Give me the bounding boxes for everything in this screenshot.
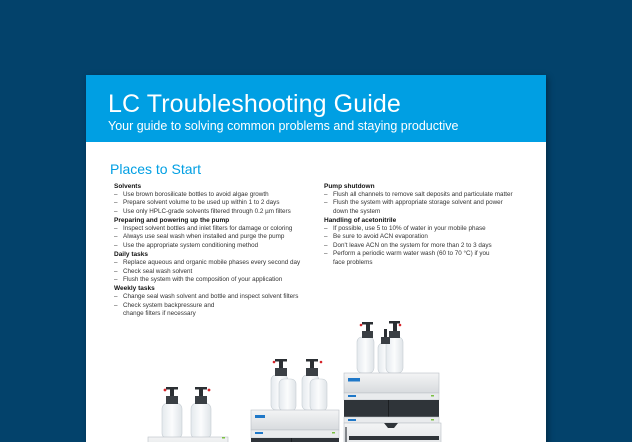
list-item: – Use only HPLC-grade solvents filtered through 0.2 µm filters <box>114 208 324 216</box>
left-column <box>114 182 324 319</box>
guide-page <box>86 75 546 442</box>
list-item: – Change seal wash solvent and bottle and inspect solvent filters <box>114 293 324 301</box>
section-title: Places to Start <box>110 161 202 177</box>
right-column <box>324 182 524 267</box>
list-item: – Don't leave ACN on the system for more than 2 to 3 days <box>324 242 524 250</box>
group-heading: Daily tasks <box>114 250 148 258</box>
list-item: – Flush the system with the composition of your application <box>114 276 324 284</box>
group-pump-startup <box>114 217 324 251</box>
guide-subtitle: Your guide to solving common problems and staying productive <box>108 119 459 133</box>
group-daily-tasks <box>114 251 324 285</box>
list-item: – Replace aqueous and organic mobile phases every second day <box>114 259 324 267</box>
list-item: – If possible, use 5 to 10% of water in your mobile phase <box>324 225 524 233</box>
guide-header <box>86 75 546 142</box>
list-item: – Be sure to avoid ACN evaporation <box>324 233 524 241</box>
list-item: – Flush all channels to remove salt deposits and particulate matter <box>324 191 524 199</box>
group-pump-shutdown <box>324 183 524 217</box>
instrument-middle <box>251 359 339 442</box>
group-solvents <box>114 183 324 217</box>
instrument-left <box>148 387 228 442</box>
group-heading: Preparing and powering up the pump <box>114 216 230 224</box>
list-item: – Use the appropriate system conditioning method <box>114 242 324 250</box>
group-acetonitrile <box>324 217 524 267</box>
list-item: – Use brown borosilicate bottles to avoid algae growth <box>114 191 324 199</box>
instrument-right <box>344 321 441 442</box>
guide-title: LC Troubleshooting Guide <box>108 90 401 118</box>
group-heading: Pump shutdown <box>324 182 375 190</box>
group-heading: Weekly tasks <box>114 284 155 292</box>
list-item: – Perform a periodic warm water wash (60 to 70 °C) if you face problems <box>324 250 502 267</box>
list-item: – Prepare solvent volume to be used up within 1 to 2 days <box>114 199 324 207</box>
group-weekly-tasks <box>114 285 324 319</box>
list-item: – Check system backpressure and change filters if necessary <box>114 302 234 319</box>
group-heading: Handling of acetonitrile <box>324 216 397 224</box>
list-item: – Always use seal wash when installed and purge the pump <box>114 233 324 241</box>
list-item: – Inspect solvent bottles and inlet filters for damage or coloring <box>114 225 324 233</box>
group-heading: Solvents <box>114 182 142 190</box>
list-item: – Check seal wash solvent <box>114 268 324 276</box>
list-item: – Flush the system with appropriate storage solvent and power down the system <box>324 199 504 216</box>
